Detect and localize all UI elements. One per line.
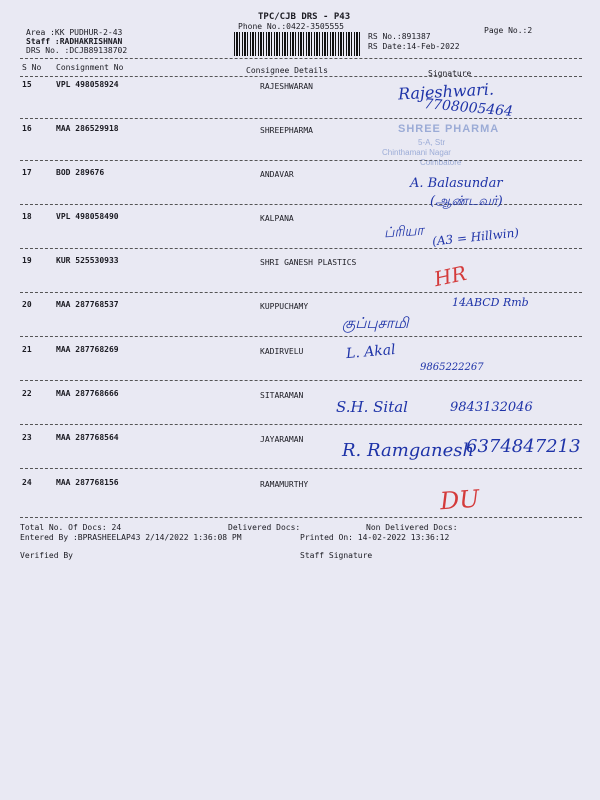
stamp-line-3: Chinthamani Nagar <box>382 148 451 157</box>
stamp-line-1: SHREE PHARMA <box>398 123 500 135</box>
drs-number: DRS No. :DCJB89138702 <box>26 46 128 55</box>
row-sno: 18 <box>22 212 32 221</box>
row-sno: 23 <box>22 433 32 442</box>
row-consignee: RAMAMURTHY <box>260 480 309 489</box>
row-consignee: SHREEPHARMA <box>260 126 313 135</box>
row-sno: 15 <box>22 80 32 89</box>
phone-number: Phone No.:0422-3505555 <box>238 22 344 31</box>
staff-signature: Staff Signature <box>300 551 373 560</box>
staff-label: Staff :RADHAKRISHNAN <box>26 37 123 46</box>
signature-19-mark: HR <box>431 260 469 292</box>
row-consignment: MAA 286529918 <box>56 124 119 133</box>
row-consignee: KADIRVELU <box>260 347 304 356</box>
signature-23-name: R. Ramganesh <box>342 440 475 461</box>
row-sno: 22 <box>22 389 32 398</box>
row-sno: 20 <box>22 300 32 309</box>
row-sno: 21 <box>22 345 32 354</box>
column-header-consignment: Consignment No <box>56 63 124 72</box>
row-consignee: KALPANA <box>260 214 294 223</box>
signature-22-phone: 9843132046 <box>450 400 533 415</box>
column-header-consignee: Consignee Details <box>246 66 328 75</box>
signature-20-native: குப்புசாமி <box>342 314 409 332</box>
entered-by: Entered By :BPRASHEELAP43 2/14/2022 1:36:08 PM <box>20 533 242 542</box>
signature-24-mark: DU <box>439 484 481 516</box>
rs-date: RS Date:14-Feb-2022 <box>368 42 460 51</box>
row-consignment: MAA 287768666 <box>56 389 119 398</box>
row-consignment: BOD 289676 <box>56 168 105 177</box>
stamp-line-4: Coimbatore <box>420 158 462 167</box>
row-consignment: VPL 498058490 <box>56 212 119 221</box>
delivered-docs: Delivered Docs: <box>228 523 301 532</box>
printed-on: Printed On: 14-02-2022 13:36:12 <box>300 533 450 542</box>
barcode <box>234 32 362 56</box>
row-consignee: JAYARAMAN <box>260 435 304 444</box>
page-number: Page No.:2 <box>484 26 533 35</box>
row-consignment: KUR 525530933 <box>56 256 119 265</box>
signature-22-name: S.H. Sital <box>336 398 408 416</box>
row-sno: 17 <box>22 168 32 177</box>
signature-15-phone: 7708005464 <box>423 96 514 120</box>
non-delivered-docs: Non Delivered Docs: <box>366 523 458 532</box>
total-docs: Total No. Of Docs: 24 <box>20 523 122 532</box>
signature-18-relation: (A3 = Hillwin) <box>431 225 520 249</box>
signature-18-native: ப்ரியா <box>383 222 425 242</box>
signature-21-name: L. Akal <box>345 341 397 363</box>
row-sno: 24 <box>22 478 32 487</box>
signature-17-native: (ஆண்டவர்) <box>430 194 503 209</box>
row-consignment: VPL 498058924 <box>56 80 119 89</box>
area-label: Area :KK PUDHUR-2-43 <box>26 28 123 37</box>
column-header-signature: Signature <box>428 69 472 78</box>
signature-15-name: Rajeshwari. <box>397 79 495 104</box>
rs-number: RS No.:891387 <box>368 32 431 41</box>
row-consignment: MAA 287768156 <box>56 478 119 487</box>
row-consignment: MAA 287768564 <box>56 433 119 442</box>
signature-21-phone: 9865222267 <box>420 362 484 373</box>
row-consignment: MAA 287768269 <box>56 345 119 354</box>
company-stamp <box>380 123 555 165</box>
document-title: TPC/CJB DRS - P43 <box>258 12 351 22</box>
column-header-sno: S No <box>22 63 42 72</box>
row-consignee: RAJESHWARAN <box>260 82 313 91</box>
verified-by: Verified By <box>20 551 73 560</box>
signature-23-phone: 6374847213 <box>466 436 581 457</box>
signature-17-name: A. Balasundar <box>410 176 503 191</box>
row-sno: 19 <box>22 256 32 265</box>
row-consignment: MAA 287768537 <box>56 300 119 309</box>
row-sno: 16 <box>22 124 32 133</box>
row-consignee: SHRI GANESH PLASTICS <box>260 258 357 267</box>
row-consignee: SITARAMAN <box>260 391 304 400</box>
stamp-line-2: 5-A, Str <box>418 138 446 147</box>
row-consignee: ANDAVAR <box>260 170 294 179</box>
signature-20-note: 14ABCD Rmb <box>452 296 529 309</box>
row-consignee: KUPPUCHAMY <box>260 302 309 311</box>
